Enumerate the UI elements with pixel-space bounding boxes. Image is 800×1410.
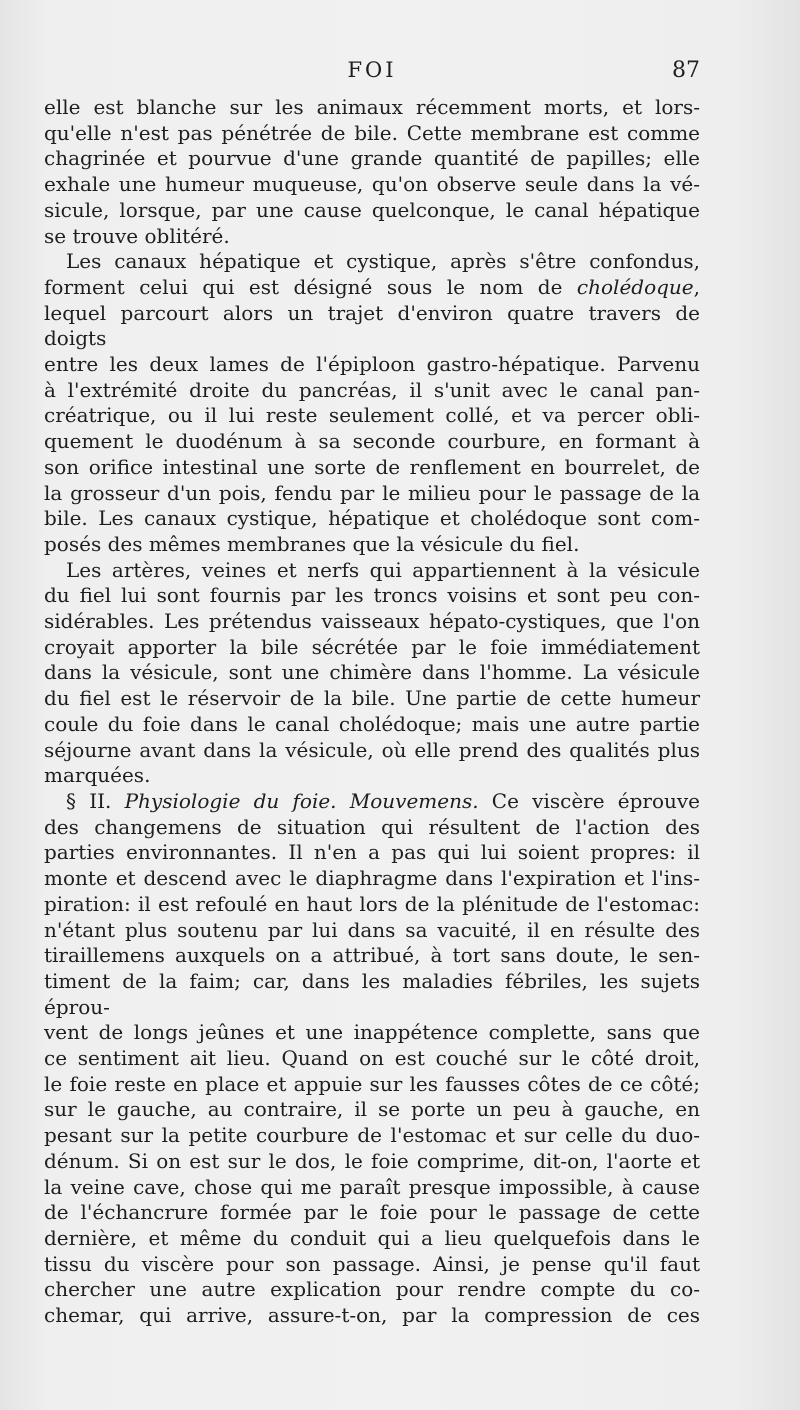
- paragraph-1: [44, 95, 700, 249]
- text-line: [44, 275, 700, 301]
- page-header: [44, 58, 700, 92]
- text-line: sicule, lorsque, par une cause quelconque, le canal hépatique: [44, 197, 700, 222]
- body-text: [44, 95, 700, 1329]
- text-line: le foie reste en place et appuie sur les fausses côtes de ce côté;: [44, 1071, 700, 1096]
- page-number: 87: [672, 58, 700, 83]
- text-line: la veine cave, chose qui me paraît presque impossible, à cause: [44, 1174, 700, 1199]
- text-line: des changemens de situation qui résultent de l'action des: [44, 814, 700, 839]
- text-line: tiraillemens auxquels on a attribué, à tort sans doute, le sen-: [44, 943, 700, 968]
- text-line: sur le gauche, au contraire, il se porte un peu à gauche, en: [44, 1097, 700, 1122]
- italic-term: cholédoque: [576, 274, 694, 299]
- text-line: du fiel est le réservoir de la bile. Une partie de cette humeur: [44, 686, 700, 711]
- text-line: marquées.: [44, 763, 151, 788]
- text-line: piration: il est refoulé en haut lors de la plénitude de l'estomac:: [44, 891, 700, 916]
- text-span: Ce viscère éprouve: [478, 788, 701, 813]
- text-line: quement le duodénum à sa seconde courbure, en formant à: [44, 429, 700, 454]
- text-line: lequel parcourt alors un trajet d'environ quatre travers de doigts: [44, 300, 700, 351]
- text-line: à l'extrémité droite du pancréas, il s'unit avec le canal pan-: [44, 377, 700, 402]
- text-line: créatrique, ou il lui reste seulement collé, et va percer obli-: [44, 403, 700, 428]
- text-line: son orifice intestinal une sorte de renflement en bourrelet, de: [44, 454, 700, 479]
- text-line: croyait apporter la bile sécrétée par le foie immédiatement: [44, 634, 700, 659]
- text-line: dans la vésicule, sont une chimère dans l'homme. La vésicule: [44, 660, 700, 685]
- text-line: la grosseur d'un pois, fendu par le milieu pour le passage de la: [44, 480, 700, 505]
- text-line: elle est blanche sur les animaux récemment morts, et lors-: [44, 95, 700, 119]
- text-line: sidérables. Les prétendus vaisseaux hépato-cystiques, que l'on: [44, 609, 700, 634]
- text-line: qu'elle n'est pas pénétrée de bile. Cette membrane est comme: [44, 120, 700, 145]
- paragraph-3: [44, 558, 700, 789]
- text-line: entre les deux lames de l'épiploon gastro-hépatique. Parvenu: [44, 352, 700, 377]
- text-line: parties environnantes. Il n'en a pas qui lui soient propres: il: [44, 840, 700, 865]
- section-mark: § II.: [66, 788, 125, 813]
- text-line: pesant sur la petite courbure de l'estomac et sur celle du duo-: [44, 1123, 700, 1148]
- paragraph-2: [44, 249, 700, 557]
- running-head: FOI: [347, 58, 397, 82]
- text-line: bile. Les canaux cystique, hépatique et cholédoque sont com-: [44, 506, 700, 531]
- text-line: [44, 789, 700, 815]
- text-line: chagrinée et pourvue d'une grande quantité de papilles; elle: [44, 146, 700, 171]
- text-line: coule du foie dans le canal cholédoque; mais une autre partie: [44, 711, 700, 736]
- section-heading: Physiologie du foie. Mouvemens.: [124, 788, 479, 813]
- text-line: monte et descend avec le diaphragme dans l'expiration et l'ins-: [44, 866, 700, 891]
- text-line: timent de la faim; car, dans les maladies fébriles, les sujets éprou-: [44, 968, 700, 1019]
- text-line: tissu du viscère pour son passage. Ainsi, je pense qu'il faut: [44, 1251, 700, 1276]
- text-line: se trouve oblitéré.: [44, 223, 230, 248]
- text-line: exhale une humeur muqueuse, qu'on observe seule dans la vé-: [44, 172, 700, 197]
- text-line: dernière, et même du conduit qui a lieu quelquefois dans le: [44, 1225, 700, 1250]
- text-line: de l'échancrure formée par le foie pour le passage de cette: [44, 1200, 700, 1225]
- text-line: posés des mêmes membranes que la vésicule du fiel.: [44, 531, 580, 556]
- paragraph-4: [44, 789, 700, 1329]
- text-span: forment celui qui est désigné sous le nom de: [44, 274, 577, 299]
- text-line: du fiel lui sont fournis par les troncs voisins et sont peu con-: [44, 583, 700, 608]
- text-line: chercher une autre explication pour rendre compte du co-: [44, 1277, 700, 1302]
- text-line: séjourne avant dans la vésicule, où elle prend des qualités plus: [44, 737, 700, 762]
- text-line: dénum. Si on est sur le dos, le foie comprime, dit-on, l'aorte et: [44, 1148, 700, 1173]
- text-line: Les canaux hépatique et cystique, après s'être confondus,: [66, 249, 700, 274]
- text-line: ce sentiment ait lieu. Quand on est couché sur le côté droit,: [44, 1046, 700, 1071]
- text-span: ,: [693, 274, 700, 299]
- text-line: Les artères, veines et nerfs qui appartiennent à la vésicule: [66, 557, 700, 582]
- text-line: n'étant plus soutenu par lui dans sa vacuité, il en résulte des: [44, 917, 700, 942]
- text-line: vent de longs jeûnes et une inappétence complette, sans que: [44, 1020, 700, 1045]
- text-line: chemar, qui arrive, assure-t-on, par la compression de ces: [44, 1303, 700, 1328]
